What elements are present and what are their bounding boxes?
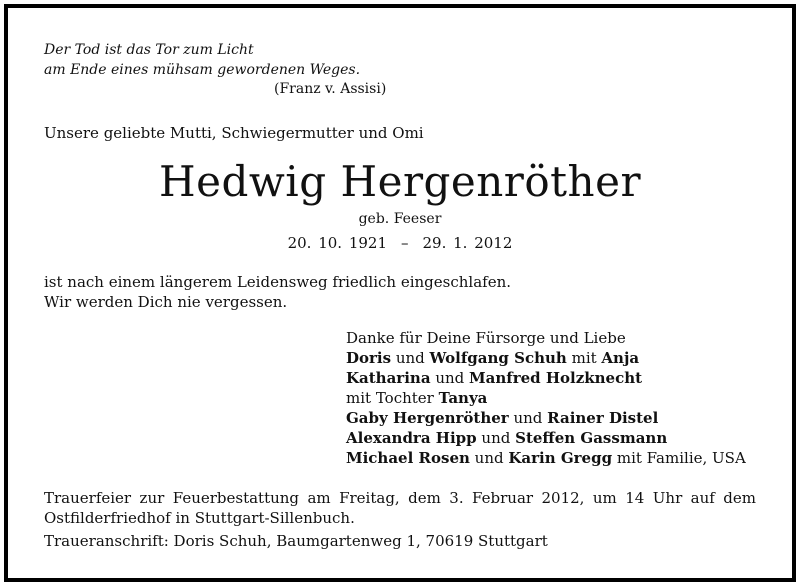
date-dash: –: [401, 234, 409, 252]
obituary-notice: [4, 4, 796, 582]
mourner-connector: und: [508, 409, 548, 427]
mourner-name: Tanya: [438, 389, 488, 407]
mourner-connector: und: [391, 349, 430, 367]
passing-text: [44, 272, 511, 312]
quote-attribution: (Franz v. Assisi): [274, 81, 387, 97]
funeral-service-text: Trauerfeier zur Feuerbestattung am Freitag, dem 3. Februar 2012, um 14 Uhr auf dem Ostfilderfriedhof in Stuttgart-Sillenbuch.: [44, 489, 756, 527]
mourner-name: Rainer Distel: [547, 409, 659, 427]
mourner-name: Steffen Gassmann: [515, 429, 668, 447]
mourning-address: Traueranschrift: Doris Schuh, Baumgartenweg 1, 70619 Stuttgart: [44, 532, 548, 550]
mourner-name: Anja: [601, 349, 640, 367]
quote-line-2: am Ende eines mühsam gewordenen Weges.: [44, 62, 361, 78]
mourner-connector: und: [430, 369, 470, 387]
mourner-row: [346, 348, 746, 368]
mourner-row: [346, 408, 746, 428]
quote: [44, 40, 360, 80]
mourner-row: [346, 368, 746, 388]
passing-line-2: Wir werden Dich nie vergessen.: [44, 293, 288, 311]
mourner-name: Doris: [346, 349, 392, 367]
mourner-connector: und: [476, 429, 516, 447]
mourner-row: [346, 448, 746, 468]
intro-text: Unsere geliebte Mutti, Schwiegermutter und Omi: [44, 124, 424, 142]
birth-name: geb. Feeser: [358, 211, 442, 227]
passing-line-1: ist nach einem längerem Leidensweg friedlich eingeschlafen.: [44, 273, 511, 291]
mourner-name: Michael Rosen: [346, 449, 470, 467]
life-dates: [8, 234, 792, 252]
mourner-name: Katharina: [346, 369, 431, 387]
birth-date: 20. 10. 1921: [287, 234, 388, 252]
mourner-row: [346, 388, 746, 408]
mourners-list: [346, 328, 746, 468]
mourners-heading: Danke für Deine Fürsorge und Liebe: [346, 329, 626, 347]
deceased-name: Hedwig Hergenröther: [158, 157, 642, 206]
mourner-name: Manfred Holzknecht: [469, 369, 643, 387]
mourner-connector: mit Tochter: [346, 389, 439, 407]
mourner-connector: und: [469, 449, 509, 467]
quote-line-1: Der Tod ist das Tor zum Licht: [44, 42, 254, 58]
mourner-name: Wolfgang Schuh: [429, 349, 567, 367]
death-date: 29. 1. 2012: [422, 234, 513, 252]
mourner-name: Gaby Hergenröther: [346, 409, 509, 427]
mourner-connector: mit: [566, 349, 602, 367]
mourner-connector: mit Familie, USA: [612, 449, 746, 467]
mourner-name: Alexandra Hipp: [346, 429, 477, 447]
mourner-row: [346, 428, 746, 448]
mourner-name: Karin Gregg: [508, 449, 613, 467]
